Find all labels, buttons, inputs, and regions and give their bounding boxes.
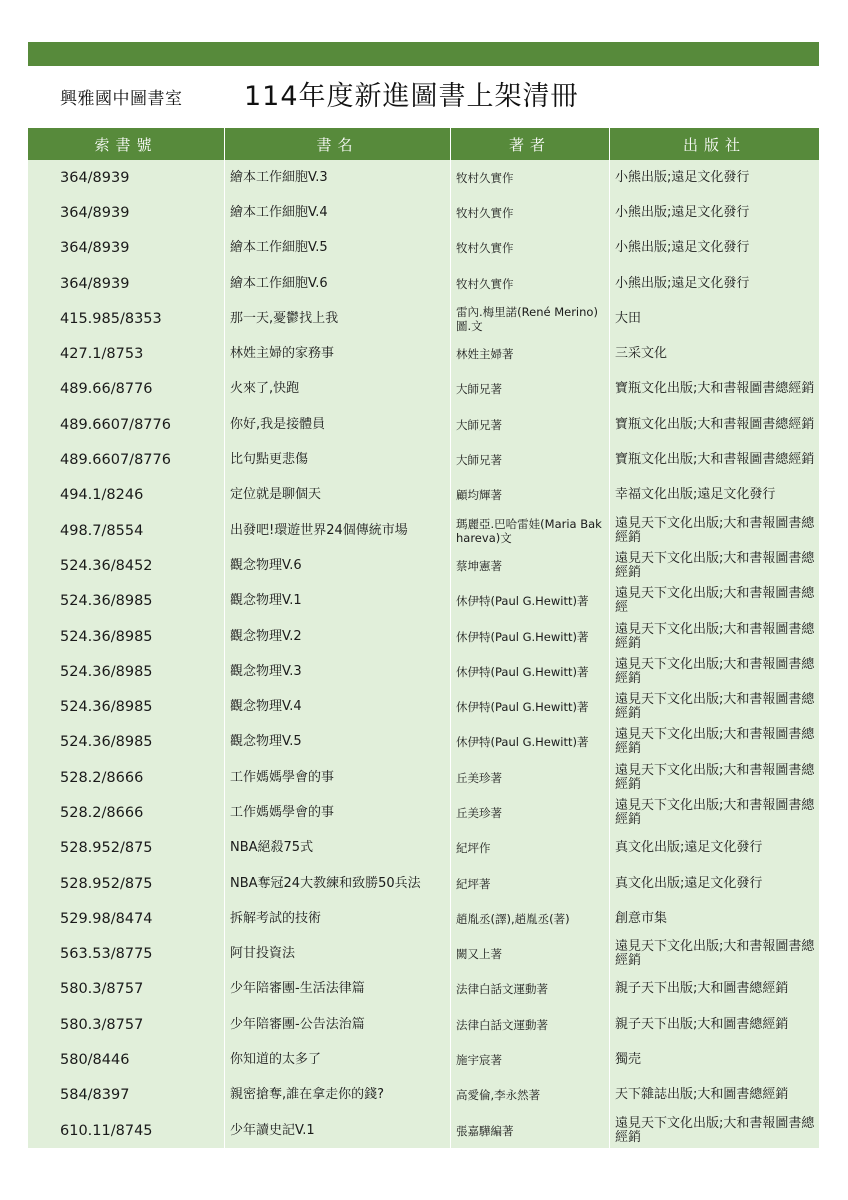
cell-call-number (28, 1042, 225, 1077)
cell-publisher-text: 遠見天下文化出版;大和書報圖書總經銷 (615, 550, 815, 580)
cell-call-number (28, 478, 225, 513)
cell-title-text: 那一天,憂鬱找上我 (230, 310, 339, 326)
cell-author (451, 548, 610, 583)
cell-author-text: 雷內.梅里諾(René Merino)圖.文 (456, 304, 598, 333)
cell-title-text: 少年陪審團-生活法律篇 (230, 981, 365, 997)
cell-publisher (610, 160, 819, 195)
table-row (28, 654, 819, 689)
column-header-title: 書名 (225, 128, 451, 160)
cell-author (451, 1113, 610, 1148)
cell-publisher (610, 266, 819, 301)
cell-publisher-text: 遠見天下文化出版;大和書報圖書總經銷 (615, 621, 815, 651)
table-row (28, 407, 819, 442)
cell-call-number (28, 231, 225, 266)
cell-title (225, 513, 451, 548)
cell-author (451, 442, 610, 477)
cell-title-text: 觀念物理V.1 (230, 593, 302, 609)
cell-title (225, 619, 451, 654)
cell-call-number-text: 489.6607/8776 (60, 452, 171, 469)
cell-title-text: 定位就是聊個天 (230, 487, 322, 503)
cell-publisher-text: 真文化出版;遠足文化發行 (615, 840, 763, 856)
column-header-publisher: 出版社 (682, 135, 746, 154)
cell-title-text: NBA絕殺75式 (230, 840, 314, 856)
cell-author (451, 407, 610, 442)
cell-title (225, 372, 451, 407)
column-header-author: 著者 (451, 128, 610, 160)
cell-publisher (610, 1113, 819, 1148)
cell-publisher (610, 336, 819, 371)
cell-title-text: 出發吧!環遊世界24個傳統市場 (230, 522, 408, 538)
table-row (28, 619, 819, 654)
cell-title-text: 你知道的太多了 (230, 1052, 322, 1068)
cell-publisher-text: 遠見天下文化出版;大和書報圖書總經銷 (615, 939, 815, 969)
cell-title-text: 親密搶奪,誰在拿走你的錢? (230, 1087, 385, 1103)
cell-author-text: 法律白話文運動著 (456, 982, 548, 997)
cell-author-text: 休伊特(Paul G.Hewitt)著 (456, 629, 589, 644)
cell-author-text: 大師兄著 (456, 417, 502, 432)
table-row (28, 795, 819, 830)
cell-author-text: 紀坪著 (456, 876, 491, 891)
cell-title (225, 548, 451, 583)
cell-publisher (610, 548, 819, 583)
cell-publisher-text: 真文化出版;遠足文化發行 (615, 875, 763, 891)
cell-publisher-text: 遠見天下文化出版;大和書報圖書總經銷 (615, 515, 815, 545)
cell-call-number-text: 529.98/8474 (60, 910, 153, 927)
cell-author (451, 1007, 610, 1042)
book-catalog-table (28, 128, 819, 1148)
cell-title-text: 比句點更悲傷 (230, 452, 309, 468)
cell-title-text: 觀念物理V.4 (230, 699, 302, 715)
cell-publisher-text: 寶瓶文化出版;大和書報圖書總經銷 (615, 381, 815, 397)
cell-publisher-text: 親子天下出版;大和圖書總經銷 (615, 1016, 789, 1032)
cell-publisher (610, 407, 819, 442)
table-row (28, 548, 819, 583)
cell-call-number (28, 372, 225, 407)
cell-publisher (610, 372, 819, 407)
cell-title (225, 478, 451, 513)
cell-author-text: 牧村久實作 (456, 205, 514, 220)
cell-call-number (28, 654, 225, 689)
cell-author-text: 大師兄著 (456, 453, 502, 468)
cell-call-number-text: 580.3/8757 (60, 981, 144, 998)
cell-call-number-text: 580/8446 (60, 1052, 130, 1069)
cell-call-number (28, 689, 225, 724)
cell-call-number (28, 1078, 225, 1113)
table-row (28, 937, 819, 972)
cell-call-number-text: 498.7/8554 (60, 522, 144, 539)
cell-call-number-text: 489.66/8776 (60, 381, 153, 398)
page-title: 114年度新進圖書上架清冊 (244, 81, 579, 112)
cell-call-number (28, 160, 225, 195)
cell-title-text: 繪本工作細胞V.5 (230, 240, 328, 256)
cell-title (225, 301, 451, 336)
cell-author-text: 顧均輝著 (456, 488, 502, 503)
cell-author-text: 瑪麗亞.巴哈雷娃(Maria Bakhareva)文 (456, 516, 602, 545)
cell-title (225, 866, 451, 901)
cell-author-text: 施宇宸著 (456, 1053, 502, 1068)
cell-publisher-text: 獨売 (615, 1052, 642, 1068)
cell-publisher-text: 三采文化 (615, 346, 668, 362)
cell-author (451, 619, 610, 654)
table-row (28, 901, 819, 936)
cell-publisher (610, 1007, 819, 1042)
cell-call-number (28, 831, 225, 866)
cell-title (225, 937, 451, 972)
cell-publisher-text: 遠見天下文化出版;大和書報圖書總經銷 (615, 692, 815, 722)
cell-author-text: 牧村久實作 (456, 170, 514, 185)
cell-title-text: 觀念物理V.6 (230, 557, 302, 573)
cell-author (451, 654, 610, 689)
cell-title-text: 你好,我是接體員 (230, 416, 326, 432)
cell-publisher (610, 513, 819, 548)
cell-author-text: 休伊特(Paul G.Hewitt)著 (456, 594, 589, 609)
cell-author (451, 584, 610, 619)
cell-title (225, 1007, 451, 1042)
cell-publisher-text: 遠見天下文化出版;大和書報圖書總經銷 (615, 727, 815, 757)
cell-call-number-text: 580.3/8757 (60, 1016, 144, 1033)
cell-title (225, 1113, 451, 1148)
cell-title-text: 拆解考試的技術 (230, 910, 322, 926)
cell-call-number (28, 972, 225, 1007)
cell-title-text: 工作媽媽學會的事 (230, 769, 335, 785)
school-name: 興雅國中圖書室 (60, 89, 183, 109)
cell-call-number-text: 528.952/875 (60, 840, 153, 857)
cell-call-number (28, 407, 225, 442)
cell-call-number-text: 364/8939 (60, 275, 130, 292)
cell-title-text: 觀念物理V.5 (230, 734, 302, 750)
cell-author (451, 1042, 610, 1077)
cell-publisher (610, 442, 819, 477)
cell-call-number (28, 1007, 225, 1042)
cell-title (225, 760, 451, 795)
cell-title (225, 336, 451, 371)
cell-call-number-text: 528.2/8666 (60, 769, 144, 786)
cell-call-number (28, 301, 225, 336)
cell-publisher (610, 1078, 819, 1113)
cell-author (451, 195, 610, 230)
cell-publisher (610, 654, 819, 689)
cell-title-text: 少年讀史記V.1 (230, 1122, 315, 1138)
cell-author-text: 丘美珍著 (456, 770, 502, 785)
table-row (28, 689, 819, 724)
cell-call-number (28, 442, 225, 477)
cell-title-text: 工作媽媽學會的事 (230, 804, 335, 820)
cell-author-text: 牧村久實作 (456, 276, 514, 291)
cell-call-number-text: 563.53/8775 (60, 946, 153, 963)
cell-title (225, 654, 451, 689)
cell-publisher (610, 584, 819, 619)
cell-call-number-text: 415.985/8353 (60, 310, 162, 327)
cell-author-text: 法律白話文運動著 (456, 1017, 548, 1032)
cell-publisher-text: 親子天下出版;大和圖書總經銷 (615, 981, 789, 997)
cell-publisher-text: 創意市集 (615, 910, 668, 926)
cell-publisher (610, 231, 819, 266)
cell-title (225, 160, 451, 195)
cell-author-text: 牧村久實作 (456, 241, 514, 256)
cell-call-number (28, 901, 225, 936)
cell-title-text: 少年陪審團-公告法治篇 (230, 1016, 365, 1032)
cell-call-number (28, 725, 225, 760)
cell-author-text: 林姓主婦著 (456, 347, 514, 362)
table-row (28, 725, 819, 760)
cell-call-number-text: 524.36/8985 (60, 734, 153, 751)
cell-title-text: 繪本工作細胞V.6 (230, 275, 328, 291)
table-row (28, 372, 819, 407)
cell-call-number-text: 524.36/8985 (60, 699, 153, 716)
cell-author-text: 紀坪作 (456, 841, 491, 856)
cell-author-text: 休伊特(Paul G.Hewitt)著 (456, 664, 589, 679)
cell-publisher (610, 760, 819, 795)
cell-publisher-text: 遠見天下文化出版;大和書報圖書總經 (615, 586, 815, 616)
cell-title (225, 195, 451, 230)
cell-title (225, 689, 451, 724)
cell-title (225, 584, 451, 619)
table-row (28, 1007, 819, 1042)
cell-author (451, 760, 610, 795)
column-header-call-number: 索書號 (28, 128, 225, 160)
cell-call-number-text: 528.952/875 (60, 875, 153, 892)
cell-title-text: 觀念物理V.3 (230, 663, 302, 679)
cell-call-number-text: 584/8397 (60, 1087, 130, 1104)
cell-call-number-text: 489.6607/8776 (60, 416, 171, 433)
cell-author (451, 901, 610, 936)
table-header (28, 128, 819, 160)
cell-author-text: 丘美珍著 (456, 805, 502, 820)
table-row (28, 336, 819, 371)
cell-title (225, 442, 451, 477)
cell-title (225, 795, 451, 830)
cell-publisher (610, 937, 819, 972)
cell-publisher-text: 寶瓶文化出版;大和書報圖書總經銷 (615, 416, 815, 432)
cell-author-text: 休伊特(Paul G.Hewitt)著 (456, 735, 589, 750)
cell-author (451, 1078, 610, 1113)
table-row (28, 266, 819, 301)
cell-author (451, 972, 610, 1007)
table-row (28, 972, 819, 1007)
table-row (28, 478, 819, 513)
cell-title (225, 407, 451, 442)
cell-call-number-text: 427.1/8753 (60, 346, 144, 363)
cell-title (225, 901, 451, 936)
cell-title-text: 繪本工作細胞V.4 (230, 204, 328, 220)
cell-call-number-text: 528.2/8666 (60, 804, 144, 821)
cell-call-number-text: 524.36/8985 (60, 663, 153, 680)
cell-publisher-text: 小熊出版;遠足文化發行 (615, 240, 750, 256)
cell-author (451, 689, 610, 724)
cell-call-number-text: 610.11/8745 (60, 1122, 153, 1139)
cell-call-number-text: 364/8939 (60, 204, 130, 221)
cell-publisher-text: 小熊出版;遠足文化發行 (615, 275, 750, 291)
cell-author-text: 蔡坤憲著 (456, 558, 502, 573)
cell-publisher (610, 1042, 819, 1077)
cell-publisher (610, 478, 819, 513)
cell-publisher (610, 972, 819, 1007)
cell-publisher-text: 幸福文化出版;遠足文化發行 (615, 487, 776, 503)
table-row (28, 301, 819, 336)
cell-title-text: 繪本工作細胞V.3 (230, 169, 328, 185)
cell-author-text: 張嘉驊編著 (456, 1123, 514, 1138)
cell-call-number (28, 866, 225, 901)
cell-title-text: 火來了,快跑 (230, 381, 300, 397)
table-row (28, 513, 819, 548)
cell-author-text: 休伊特(Paul G.Hewitt)著 (456, 700, 589, 715)
table-row (28, 195, 819, 230)
cell-title (225, 266, 451, 301)
cell-call-number (28, 513, 225, 548)
cell-call-number-text: 494.1/8246 (60, 487, 144, 504)
cell-publisher-text: 遠見天下文化出版;大和書報圖書總經銷 (615, 656, 815, 686)
cell-title-text: 阿甘投資法 (230, 946, 296, 962)
cell-call-number (28, 195, 225, 230)
cell-author (451, 725, 610, 760)
cell-publisher (610, 725, 819, 760)
table-row (28, 1078, 819, 1113)
cell-title (225, 972, 451, 1007)
cell-publisher (610, 831, 819, 866)
cell-title (225, 725, 451, 760)
cell-publisher (610, 195, 819, 230)
cell-publisher (610, 901, 819, 936)
cell-call-number-text: 524.36/8985 (60, 628, 153, 645)
table-row (28, 160, 819, 195)
cell-publisher-text: 遠見天下文化出版;大和書報圖書總經銷 (615, 762, 815, 792)
cell-publisher-text: 遠見天下文化出版;大和書報圖書總經銷 (615, 1115, 815, 1145)
cell-author (451, 831, 610, 866)
cell-call-number (28, 1113, 225, 1148)
cell-author (451, 866, 610, 901)
cell-call-number (28, 760, 225, 795)
table-row (28, 866, 819, 901)
cell-title (225, 231, 451, 266)
cell-publisher (610, 795, 819, 830)
table-row (28, 1113, 819, 1148)
cell-author-text: 高愛倫,李永然著 (456, 1088, 541, 1103)
cell-title (225, 1078, 451, 1113)
cell-publisher-text: 大田 (615, 310, 642, 326)
cell-publisher (610, 619, 819, 654)
cell-publisher-text: 寶瓶文化出版;大和書報圖書總經銷 (615, 452, 815, 468)
cell-publisher (610, 301, 819, 336)
cell-call-number-text: 364/8939 (60, 169, 130, 186)
cell-author (451, 336, 610, 371)
cell-author (451, 937, 610, 972)
cell-author-text: 闕又上著 (456, 947, 502, 962)
cell-publisher-text: 天下雜誌出版;大和圖書總經銷 (615, 1087, 789, 1103)
cell-call-number-text: 524.36/8452 (60, 557, 153, 574)
cell-author (451, 266, 610, 301)
table-row (28, 584, 819, 619)
cell-author (451, 372, 610, 407)
cell-author (451, 231, 610, 266)
cell-call-number (28, 937, 225, 972)
cell-title-text: 林姓主婦的家務事 (230, 346, 335, 362)
cell-call-number (28, 619, 225, 654)
cell-title-text: 觀念物理V.2 (230, 628, 302, 644)
cell-call-number (28, 584, 225, 619)
table-row (28, 831, 819, 866)
cell-publisher (610, 866, 819, 901)
table-body (28, 160, 819, 1148)
cell-call-number (28, 548, 225, 583)
cell-call-number-text: 364/8939 (60, 240, 130, 257)
cell-call-number-text: 524.36/8985 (60, 593, 153, 610)
cell-title-text: NBA奪冠24大教練和致勝50兵法 (230, 875, 421, 891)
cell-author (451, 160, 610, 195)
table-row (28, 760, 819, 795)
cell-author (451, 795, 610, 830)
cell-publisher (610, 689, 819, 724)
cell-publisher-text: 小熊出版;遠足文化發行 (615, 204, 750, 220)
cell-author-text: 趙胤丞(譯),趙胤丞(著) (456, 911, 570, 926)
cell-author (451, 301, 610, 336)
cell-publisher-text: 小熊出版;遠足文化發行 (615, 169, 750, 185)
table-row (28, 1042, 819, 1077)
cell-author (451, 513, 610, 548)
cell-call-number (28, 795, 225, 830)
top-banner-bar (28, 42, 819, 66)
table-row (28, 231, 819, 266)
cell-author-text: 大師兄著 (456, 382, 502, 397)
cell-call-number (28, 336, 225, 371)
table-row (28, 442, 819, 477)
cell-title (225, 831, 451, 866)
cell-publisher-text: 遠見天下文化出版;大和書報圖書總經銷 (615, 797, 815, 827)
cell-call-number (28, 266, 225, 301)
cell-title (225, 1042, 451, 1077)
cell-author (451, 478, 610, 513)
